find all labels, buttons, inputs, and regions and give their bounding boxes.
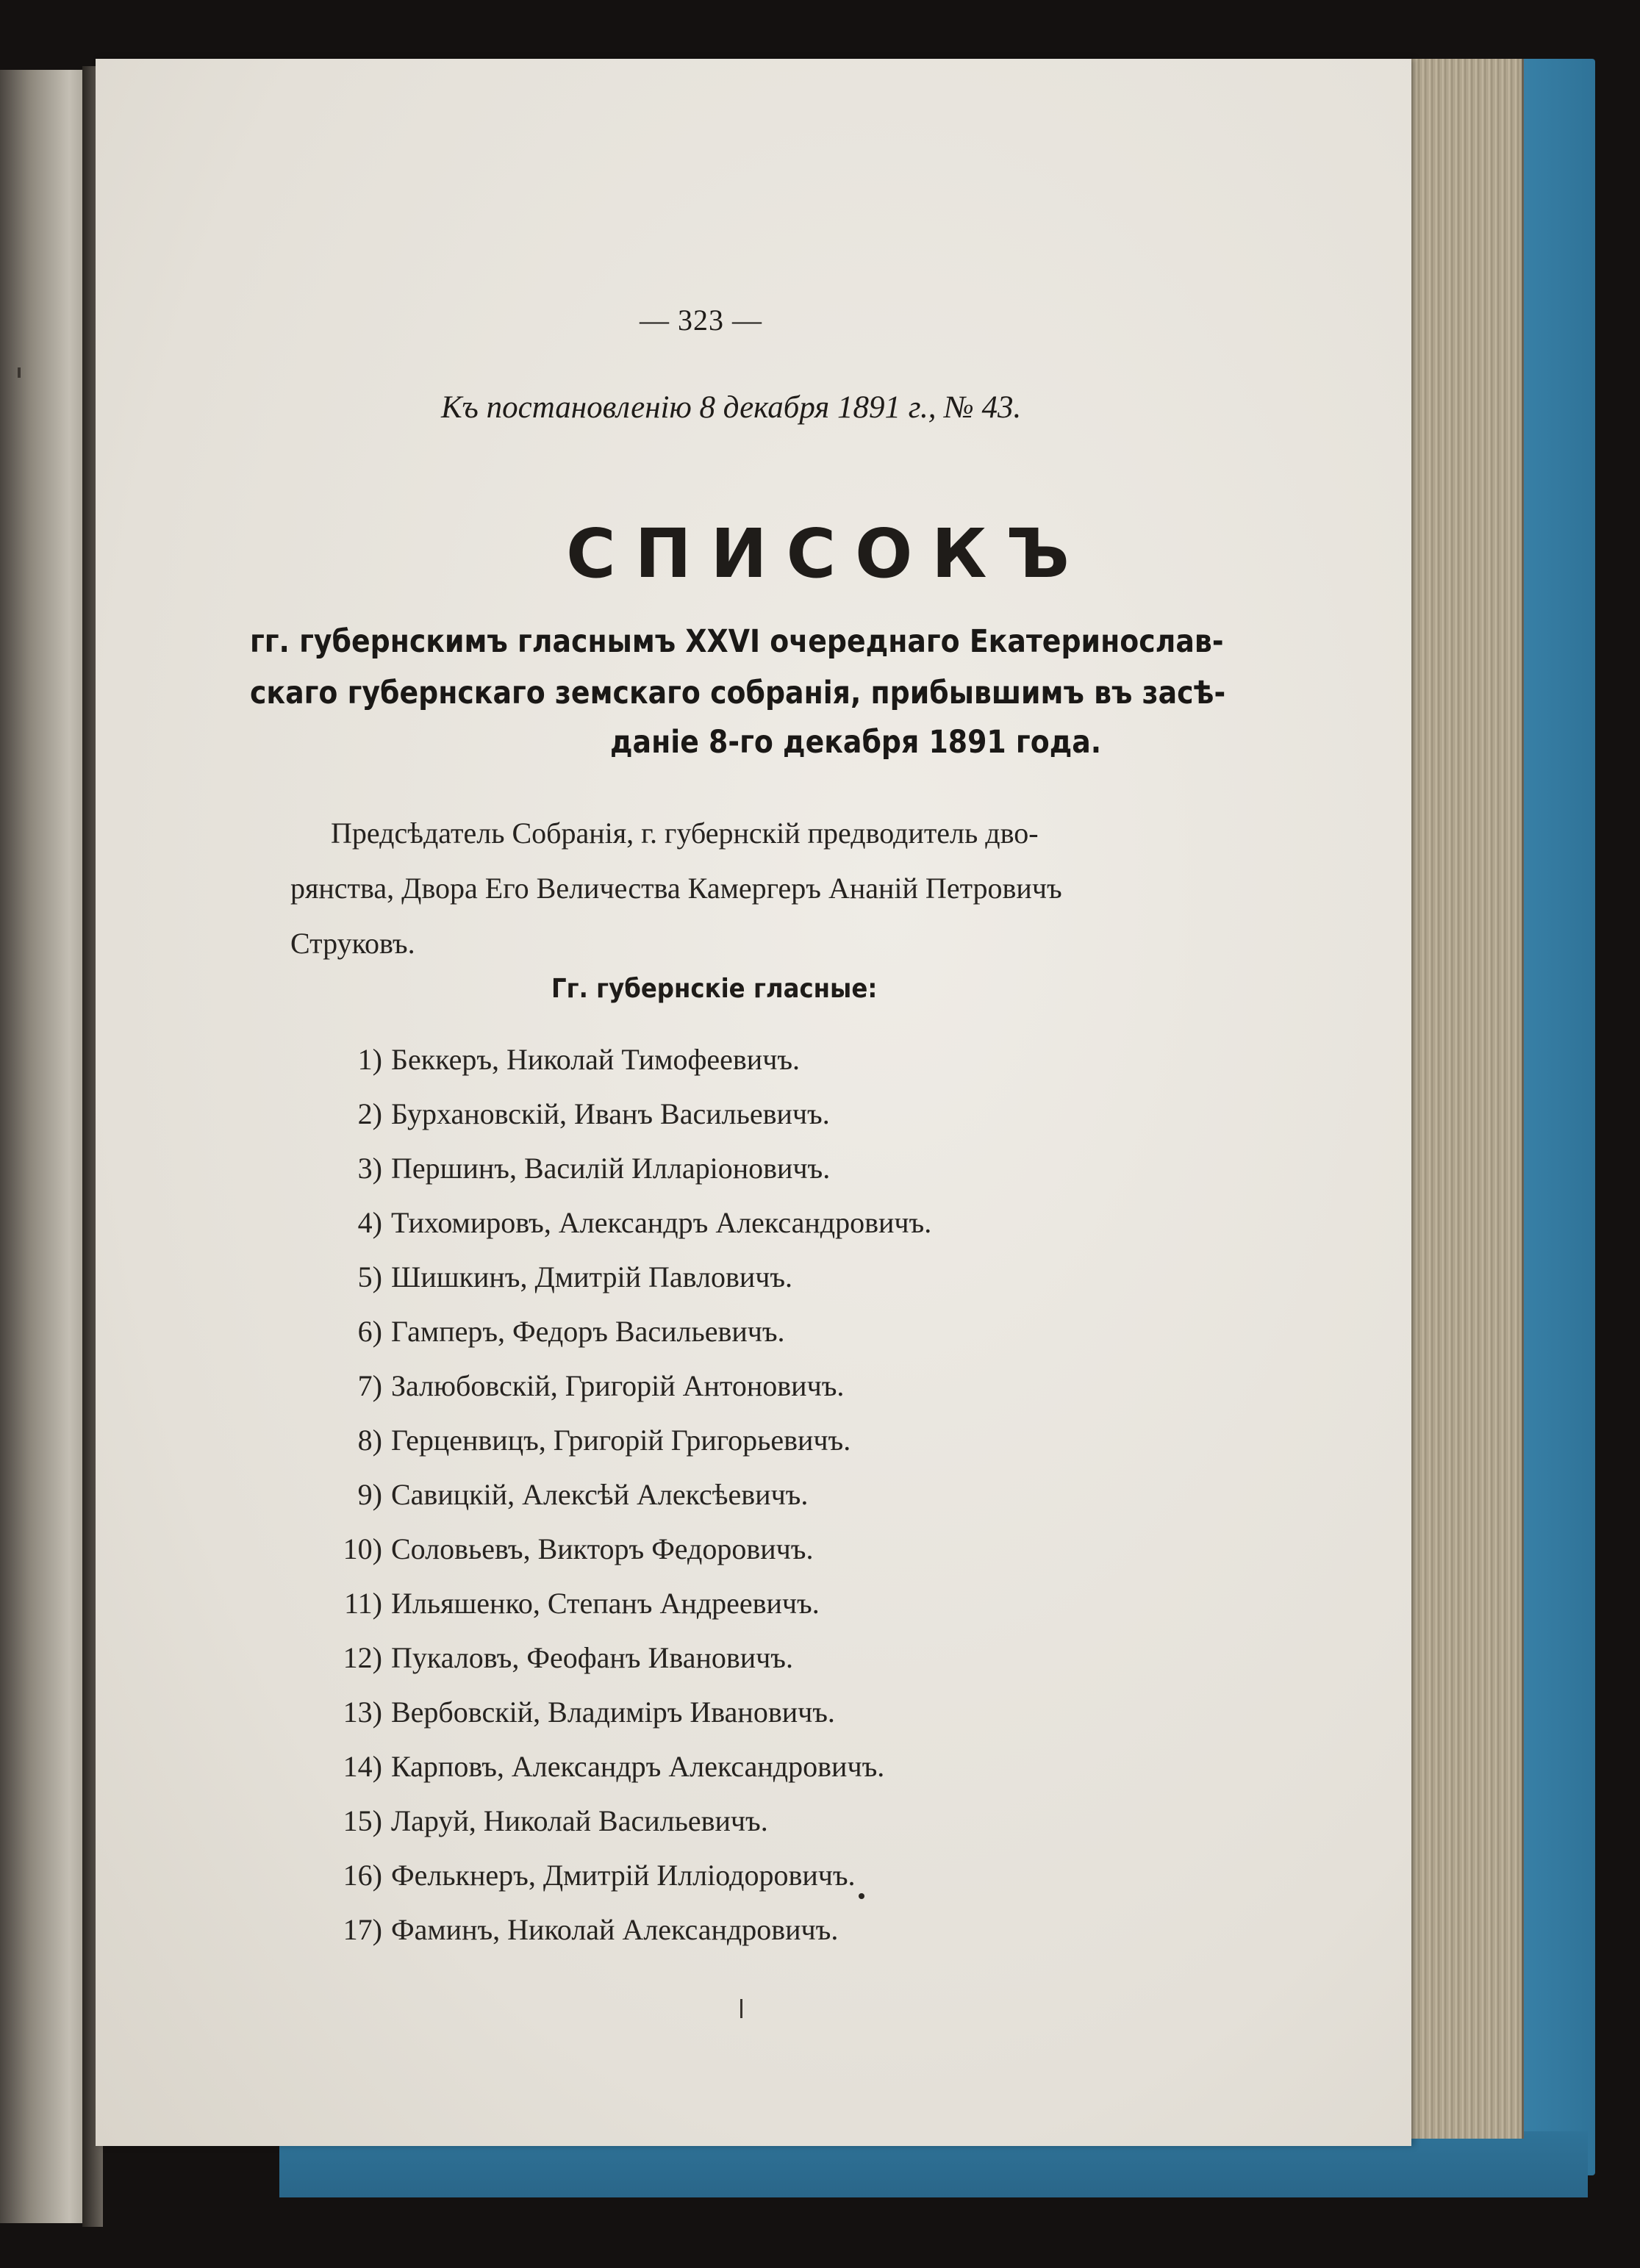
list-item: [309, 1532, 931, 1586]
item-number: 9): [357, 1478, 382, 1511]
item-number: 12): [343, 1641, 382, 1674]
item-number: 16): [343, 1859, 382, 1892]
member-name: Соловьевъ, Викторъ Федоровичъ.: [391, 1532, 814, 1565]
list-item: [309, 1205, 931, 1260]
members-list: [309, 1042, 931, 1967]
heading-line-1: гг. губернскимъ гласнымъ XXVI очереднаго Екатеринослав-: [250, 623, 1224, 660]
list-item: [309, 1368, 931, 1423]
member-name: Герценвицъ, Григорій Григорьевичъ.: [391, 1424, 851, 1457]
item-number: 7): [357, 1369, 382, 1402]
item-number: 1): [357, 1043, 382, 1076]
member-name: Залюбовскій, Григорій Антоновичъ.: [391, 1369, 845, 1402]
members-heading: Гг. губернскіе гласные:: [551, 974, 878, 1004]
list-item: [309, 1423, 931, 1477]
member-name: Фелькнеръ, Дмитрій Илліодоровичъ.: [391, 1859, 856, 1892]
list-item: [309, 1042, 931, 1097]
list-item: [309, 1858, 931, 1912]
member-name: Вербовскій, Владиміръ Ивановичъ.: [391, 1695, 835, 1729]
item-number: 3): [357, 1152, 382, 1185]
item-number: 14): [343, 1750, 382, 1783]
heading-line-2: скаго губернскаго земскаго собранія, прибывшимъ въ засѣ-: [250, 675, 1226, 711]
page-number: — 323 —: [640, 304, 762, 337]
ink-mark-left: [18, 367, 21, 378]
member-name: Ларуй, Николай Васильевичъ.: [391, 1804, 768, 1837]
item-number: 8): [357, 1424, 382, 1457]
member-name: Гамперъ, Федоръ Васильевичъ.: [391, 1315, 785, 1348]
item-number: 4): [357, 1206, 382, 1239]
item-number: 10): [343, 1532, 382, 1565]
heading-line-3: даніе 8-го декабря 1891 года.: [610, 724, 1102, 761]
list-item: [309, 1314, 931, 1368]
list-item: [309, 1151, 931, 1205]
chairman-line-1: Предсѣдатель Собранія, г. губернскій предводитель дво-: [331, 817, 1039, 850]
item-number: 6): [357, 1315, 382, 1348]
item-number: 2): [357, 1097, 382, 1130]
left-page: [0, 70, 87, 2223]
document-title: СПИСОКЪ: [566, 514, 1089, 593]
list-item: [309, 1640, 931, 1695]
list-item: [309, 1477, 931, 1532]
item-number: 5): [357, 1260, 382, 1293]
list-item: [309, 1586, 931, 1640]
ink-speck: [859, 1893, 864, 1899]
item-number: 15): [343, 1804, 382, 1837]
item-number: 13): [343, 1695, 382, 1729]
chairman-line-2: рянства, Двора Его Величества Камергеръ Ананій Петровичъ: [290, 872, 1062, 905]
resolution-reference: Къ постановленію 8 декабря 1891 г., № 43.: [441, 390, 1022, 425]
member-name: Ильяшенко, Степанъ Андреевичъ.: [391, 1587, 820, 1620]
member-name: Шишкинъ, Дмитрій Павловичъ.: [391, 1260, 793, 1293]
member-name: Тихомировъ, Александръ Александровичъ.: [391, 1206, 932, 1239]
list-item: [309, 1695, 931, 1749]
list-item: [309, 1912, 931, 1967]
list-item: [309, 1749, 931, 1804]
list-item: [309, 1804, 931, 1858]
member-name: Беккеръ, Николай Тимофеевичъ.: [391, 1043, 800, 1076]
item-number: 17): [343, 1913, 382, 1946]
list-item: [309, 1260, 931, 1314]
member-name: Пукаловъ, Феофанъ Ивановичъ.: [391, 1641, 793, 1674]
member-name: Бурхановскій, Иванъ Васильевичъ.: [391, 1097, 830, 1130]
member-name: Фаминъ, Николай Александровичъ.: [391, 1913, 839, 1946]
item-number: 11): [344, 1587, 382, 1620]
member-name: Карповъ, Александръ Александровичъ.: [391, 1750, 885, 1783]
ink-mark: [740, 1999, 742, 2018]
member-name: Першинъ, Василій Илларіоновичъ.: [391, 1152, 831, 1185]
member-name: Савицкій, Алексѣй Алексѣевичъ.: [391, 1478, 809, 1511]
chairman-line-3: Струковъ.: [290, 927, 415, 960]
list-item: [309, 1097, 931, 1151]
